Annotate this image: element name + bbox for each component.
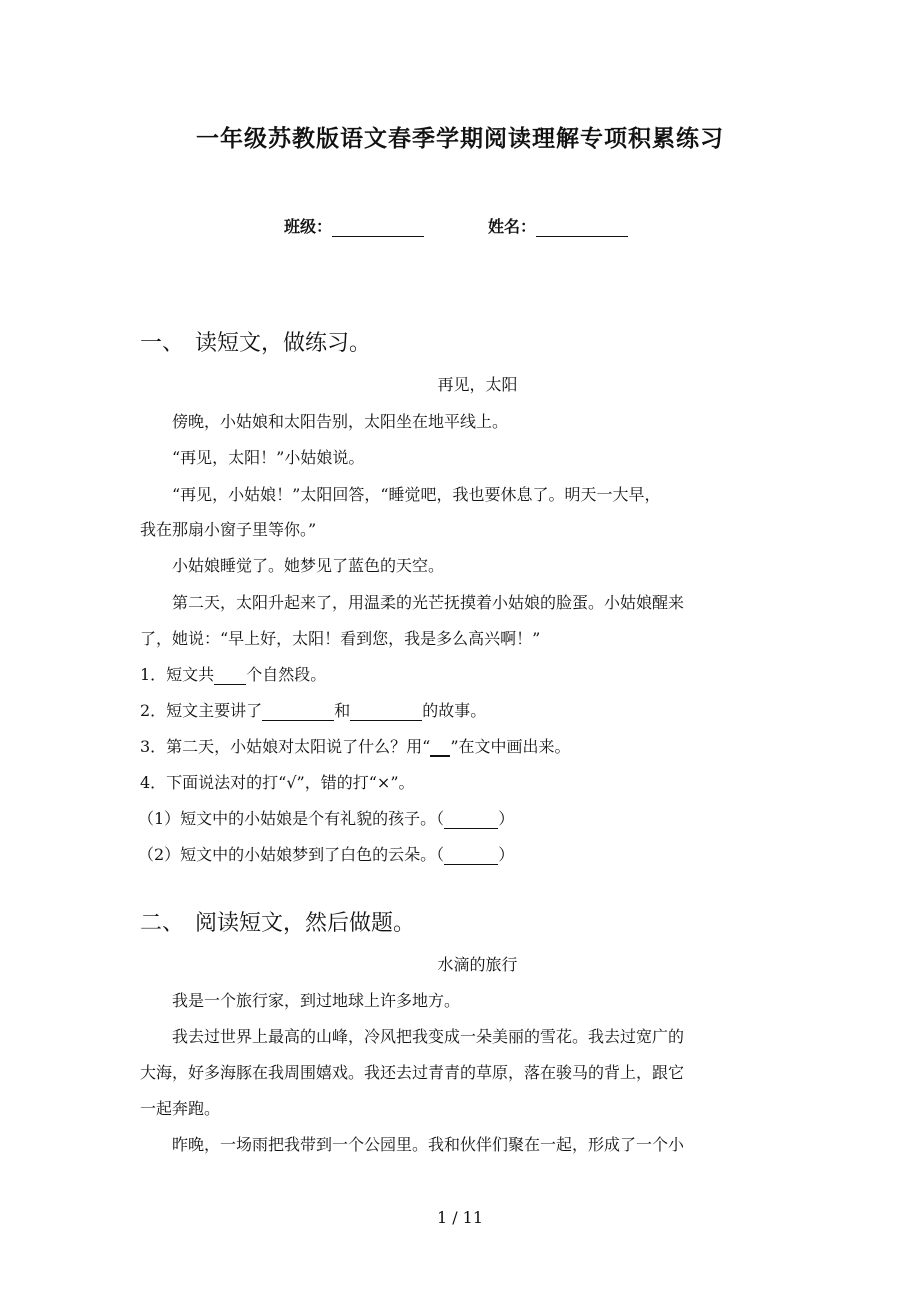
question-text: （1）短文中的小姑娘是个有礼貌的孩子。（ (138, 809, 445, 828)
paragraph: “再见，小姑娘！”太阳回答，“睡觉吧，我也要休息了。明天一大早， (172, 485, 661, 504)
class-label: 班级： (284, 217, 333, 236)
question-2 (140, 698, 486, 721)
paragraph: 我在那扇小窗子里等你。” (140, 520, 317, 539)
paragraph: 我去过世界上最高的山峰，冷风把我变成一朵美丽的雪花。我去过宽广的 (172, 1027, 685, 1046)
question-3 (140, 734, 571, 757)
question-text: 个自然段。 (246, 665, 327, 684)
paragraph: 昨晚，一场雨把我带到一个公园里。我和伙伴们聚在一起，形成了一个小 (172, 1135, 685, 1154)
page-title: 一年级苏教版语文春季学期阅读理解专项积累练习 (196, 125, 724, 152)
paragraph: 第二天，太阳升起来了，用温柔的光芒抚摸着小姑娘的脸蛋。小姑娘醒来 (172, 593, 685, 612)
paragraph: 小姑娘睡觉了。她梦见了蓝色的天空。 (172, 556, 445, 575)
paragraph: 傍晚，小姑娘和太阳告别，太阳坐在地平线上。 (172, 412, 509, 431)
section2-story-title: 水滴的旅行 (437, 955, 518, 974)
class-blank[interactable] (332, 218, 424, 237)
name-label: 姓名： (488, 217, 537, 236)
name-blank[interactable] (536, 218, 628, 237)
section1-heading: 一、 读短文，做练习。 (140, 331, 372, 356)
answer-blank[interactable] (214, 668, 246, 685)
question-text: 1．短文共 (140, 665, 215, 684)
page-number: 1 / 11 (436, 1208, 484, 1227)
question-text: 的故事。 (422, 701, 487, 720)
question-text: 和 (334, 701, 351, 720)
answer-blank[interactable] (444, 848, 498, 865)
answer-blank[interactable] (262, 704, 334, 721)
paragraph: 了，她说：“早上好，太阳！看到您，我是多么高兴啊！” (140, 629, 541, 648)
underline-mark (430, 739, 450, 757)
answer-blank[interactable] (444, 812, 498, 829)
question-text: ） (498, 845, 515, 864)
paragraph: 一起奔跑。 (140, 1099, 221, 1118)
question-text: 2．短文主要讲了 (140, 701, 263, 720)
question-text: ”在文中画出来。 (450, 737, 571, 756)
section1-story-title: 再见，太阳 (437, 375, 518, 394)
question-text: 3．第二天，小姑娘对太阳说了什么？用“ (140, 737, 431, 756)
question-4: 4．下面说法对的打“√”，错的打“×”。 (140, 773, 415, 792)
question-1 (140, 662, 326, 685)
question-4-2 (138, 842, 514, 865)
question-4-1 (138, 806, 514, 829)
question-text: ） (498, 809, 515, 828)
paragraph: 我是一个旅行家，到过地球上许多地方。 (172, 991, 461, 1010)
paragraph: 大海，好多海豚在我周围嬉戏。我还去过青青的草原，落在骏马的背上，跟它 (140, 1063, 685, 1082)
answer-blank[interactable] (350, 704, 422, 721)
class-field (284, 214, 424, 237)
paragraph: “再见，太阳！”小姑娘说。 (172, 448, 365, 467)
question-text: （2）短文中的小姑娘梦到了白色的云朵。（ (138, 845, 445, 864)
name-field (488, 214, 628, 237)
section2-heading: 二、 阅读短文，然后做题。 (140, 911, 416, 936)
